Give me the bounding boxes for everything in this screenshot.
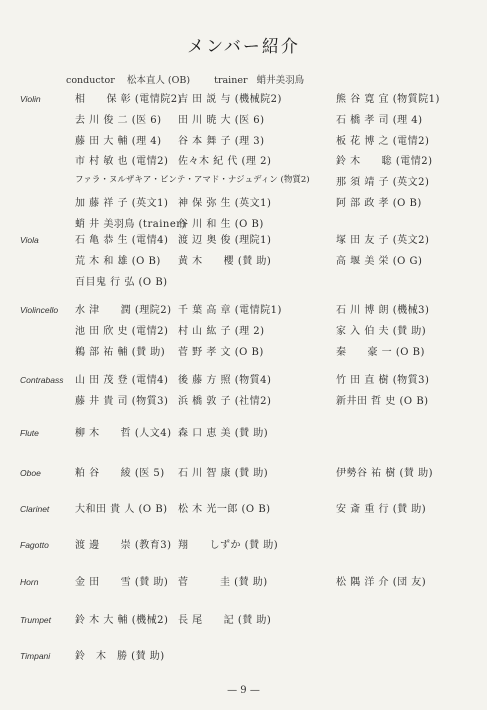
member-name: 渡 邊 崇 (教育3) bbox=[75, 540, 172, 551]
page-title: メンバー紹介 bbox=[187, 37, 300, 57]
member-name: 鈴 木 聡 (電情2) bbox=[336, 156, 433, 168]
member-row bbox=[0, 111, 487, 131]
member-name: 佐々木 紀 代 (理 2) bbox=[178, 156, 272, 168]
member-name: 渡 辺 奥 俊 (理院1) bbox=[178, 235, 272, 246]
instrument-label: Viola bbox=[20, 235, 39, 245]
member-name: 阿 部 政 孝 (O B) bbox=[336, 198, 422, 209]
conductor-line bbox=[66, 72, 304, 86]
member-name: 森 口 恵 美 (賛 助) bbox=[178, 428, 269, 439]
member-name: 谷 川 和 生 (O B) bbox=[178, 218, 264, 230]
instrument-label: Violincello bbox=[20, 305, 59, 315]
member-row bbox=[0, 132, 487, 152]
member-row bbox=[0, 322, 487, 342]
member-name: 後 藤 方 照 (物質4) bbox=[178, 375, 272, 386]
member-name: 村 山 紘 子 (理 2) bbox=[178, 325, 265, 337]
member-row bbox=[0, 392, 487, 412]
member-name: 柳 木 哲 (人文4) bbox=[75, 428, 172, 439]
member-name: 菅 野 孝 文 (O B) bbox=[178, 346, 264, 358]
member-row bbox=[0, 173, 487, 193]
member-row bbox=[0, 152, 487, 172]
member-name: 蛸 井 美羽鳥 (trainer) bbox=[75, 218, 186, 230]
member-name: 塚 田 友 子 (英文2) bbox=[336, 235, 430, 246]
member-name: 粕 谷 綾 (医 5) bbox=[75, 468, 165, 479]
instrument-label: Oboe bbox=[20, 468, 41, 478]
member-name: 藤 井 貴 司 (物質3) bbox=[75, 395, 169, 407]
member-row bbox=[0, 273, 487, 293]
member-row bbox=[0, 424, 487, 444]
member-name: 秦 豪 一 (O B) bbox=[336, 346, 425, 358]
member-row bbox=[0, 573, 487, 593]
member-name: 板 花 博 之 (電情2) bbox=[336, 135, 430, 147]
instrument-label: Horn bbox=[20, 577, 39, 587]
member-name: 竹 田 直 樹 (物質3) bbox=[336, 375, 430, 386]
member-name: 荒 木 和 雄 (O B) bbox=[75, 255, 161, 267]
member-name: 菅 圭 (賛 助) bbox=[178, 577, 268, 588]
member-name: 熊 谷 寛 宜 (物質院1) bbox=[336, 94, 440, 105]
member-name: 相 保 彰 (電情院2) bbox=[75, 94, 183, 105]
conductor-label: conductor bbox=[66, 75, 115, 86]
member-name: 石 橋 孝 司 (理 4) bbox=[336, 114, 423, 126]
member-name: 伊勢谷 祐 樹 (賛 助) bbox=[336, 468, 434, 479]
member-name: 石 川 博 朗 (機械3) bbox=[336, 305, 430, 316]
member-row bbox=[0, 301, 487, 321]
member-name: 松 木 光一郎 (O B) bbox=[178, 504, 271, 515]
conductor-name: 松本直人 (OB) bbox=[126, 75, 191, 86]
member-name: 神 保 弥 生 (英文1) bbox=[178, 198, 272, 209]
member-row bbox=[0, 647, 487, 667]
member-name: 浜 橋 敦 子 (社情2) bbox=[178, 395, 272, 407]
member-name: 金 田 雪 (賛 助) bbox=[75, 577, 169, 588]
member-row bbox=[0, 371, 487, 391]
member-name: 鵜 部 祐 輔 (賛 助) bbox=[75, 346, 166, 358]
member-row bbox=[0, 343, 487, 363]
page-number: — 9 — bbox=[227, 685, 260, 696]
member-name: 市 村 敏 也 (電情2) bbox=[75, 156, 169, 168]
member-name: 水 津 潤 (理院2) bbox=[75, 305, 172, 316]
member-name: 安 斎 重 行 (賛 助) bbox=[336, 504, 427, 515]
member-name: 鈴 木 大 輔 (機械2) bbox=[75, 615, 169, 626]
instrument-label: Flute bbox=[20, 428, 39, 438]
member-name: 鈴 木 勝 (賛 助) bbox=[75, 651, 165, 662]
member-name: 那 須 靖 子 (英文2) bbox=[336, 177, 430, 189]
member-row bbox=[0, 252, 487, 272]
member-name: 千 葉 高 章 (電情院1) bbox=[178, 305, 282, 316]
member-name: 去 川 俊 二 (医 6) bbox=[75, 114, 162, 126]
member-name: 石 川 智 康 (賛 助) bbox=[178, 468, 269, 479]
member-name: ファラ・ヌルザキア・ビンテ・アマド・ナジュディン (物質2) bbox=[75, 175, 310, 186]
member-name: 田 川 暁 大 (医 6) bbox=[178, 114, 265, 126]
member-name: 池 田 欣 史 (電情2) bbox=[75, 325, 169, 337]
member-row bbox=[0, 194, 487, 214]
member-row bbox=[0, 90, 487, 110]
trainer-label: trainer bbox=[214, 75, 248, 86]
member-name: 翔 しずか (賛 助) bbox=[178, 540, 279, 551]
member-row bbox=[0, 611, 487, 631]
instrument-label: Contrabass bbox=[20, 375, 64, 385]
member-row bbox=[0, 500, 487, 520]
member-name: 長 尾 記 (賛 助) bbox=[178, 615, 272, 626]
member-name: 加 藤 祥 子 (英文1) bbox=[75, 198, 169, 209]
instrument-label: Clarinet bbox=[20, 504, 50, 514]
member-name: 山 田 茂 登 (電情4) bbox=[75, 375, 169, 386]
member-name: 百目鬼 行 弘 (O B) bbox=[75, 276, 168, 288]
trainer-name: 蛸井美羽鳥 bbox=[256, 75, 305, 86]
member-row bbox=[0, 231, 487, 251]
member-row bbox=[0, 464, 487, 484]
instrument-label: Violin bbox=[20, 94, 41, 104]
instrument-label: Timpani bbox=[20, 651, 51, 661]
member-name: 吉 田 説 与 (機械院2) bbox=[178, 94, 282, 105]
instrument-label: Trumpet bbox=[20, 615, 52, 625]
member-name: 大和田 貴 人 (O B) bbox=[75, 504, 168, 515]
member-name: 高 堰 美 栄 (O G) bbox=[336, 255, 423, 267]
member-name: 谷 本 舞 子 (理 3) bbox=[178, 135, 265, 147]
member-name: 黄 木 櫻 (賛 助) bbox=[178, 255, 272, 267]
member-name: 新井田 哲 史 (O B) bbox=[336, 395, 429, 407]
member-name: 松 隅 洋 介 (団 友) bbox=[336, 577, 427, 588]
member-row bbox=[0, 536, 487, 556]
member-name: 石 亀 恭 生 (電情4) bbox=[75, 235, 169, 246]
member-name: 家 入 伯 夫 (賛 助) bbox=[336, 325, 427, 337]
member-name: 藤 田 大 輔 (理 4) bbox=[75, 135, 162, 147]
instrument-label: Fagotto bbox=[20, 540, 49, 550]
